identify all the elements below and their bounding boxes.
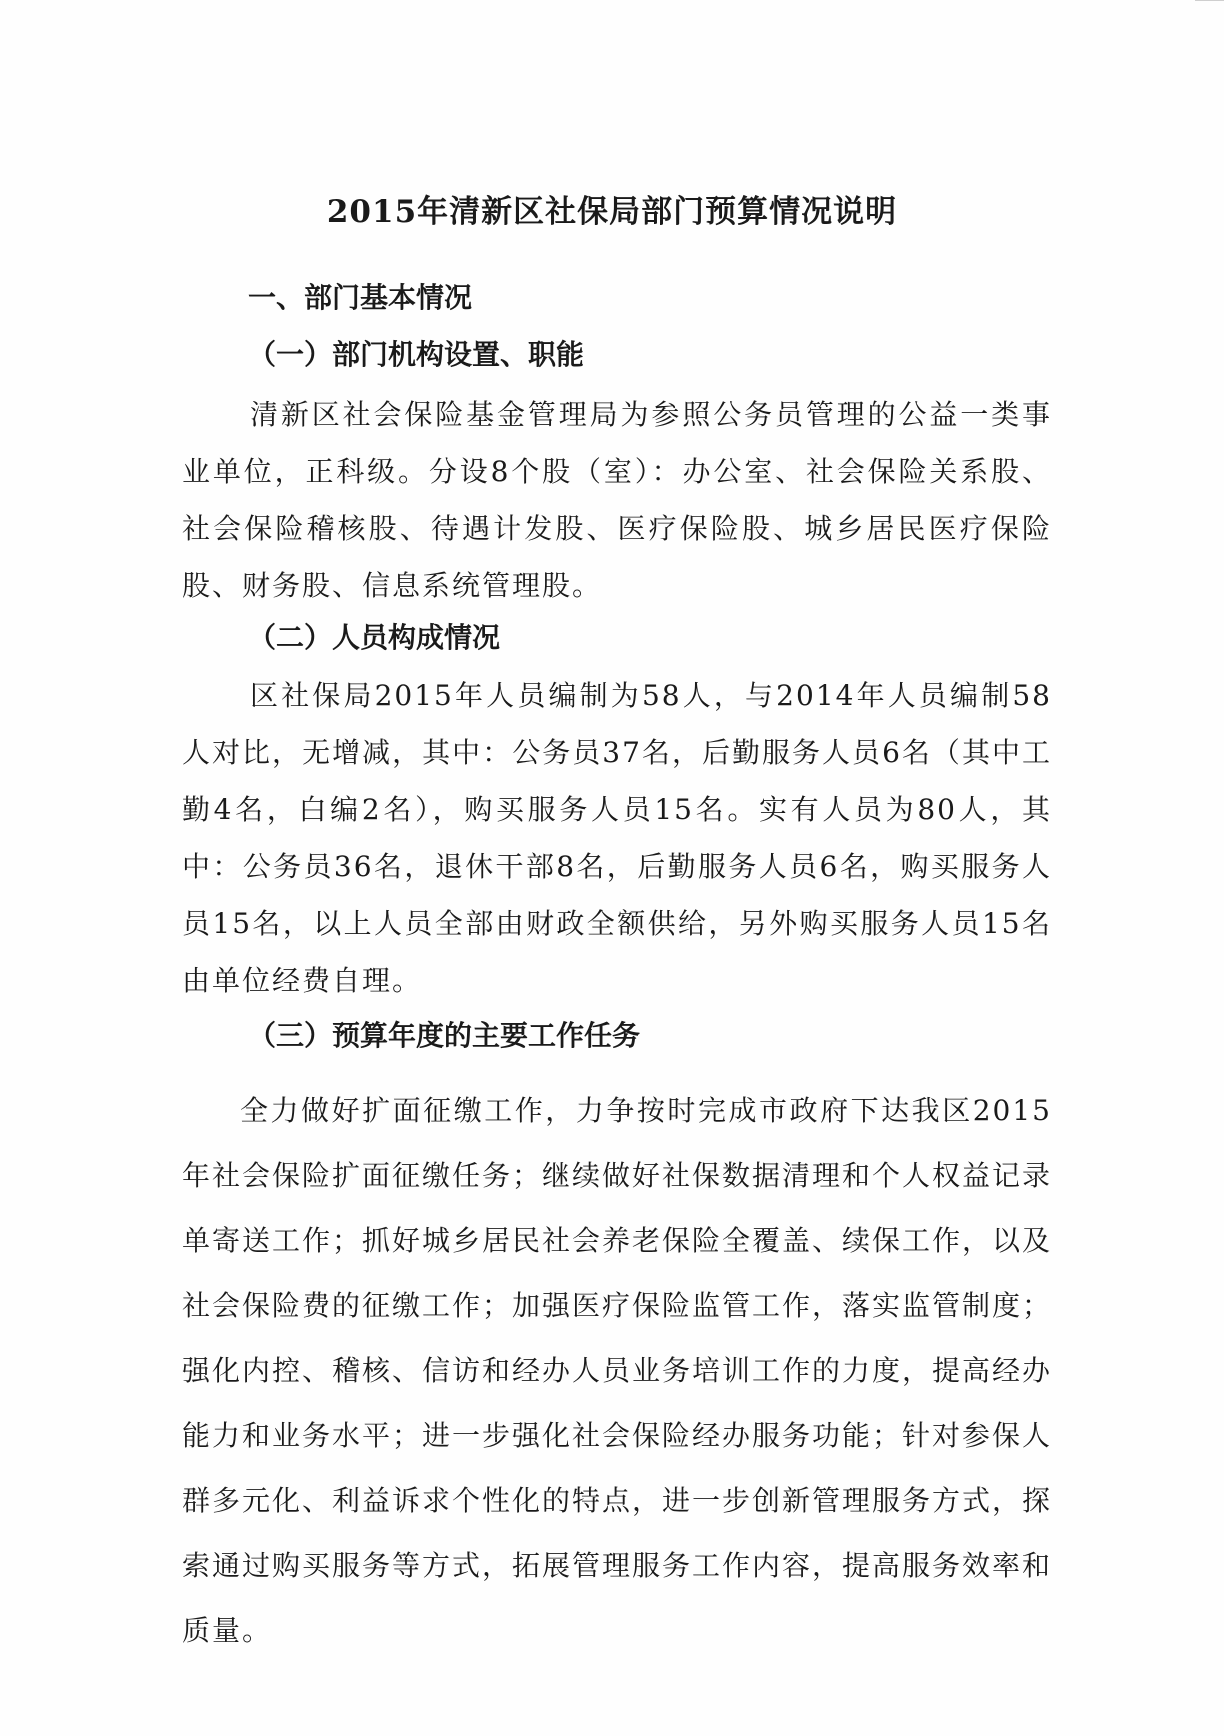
document-title: 2015年清新区社保局部门预算情况说明 (326, 194, 898, 230)
subsection-heading-staffing: （二）人员构成情况 (248, 621, 501, 654)
subsection-heading-organization: （一）部门机构设置、职能 (248, 338, 585, 371)
paragraph-organization: 清新区社会保险基金管理局为参照公务员管理的公益一类事业单位，正科级。分设8个股（室）：办公室、社会保险关系股、社会保险稽核股、待遇计发股、医疗保险股、城乡居民医疗保险股、财务股、信息系统管理股。 (182, 398, 1052, 602)
subsection-heading-work-tasks: （三）预算年度的主要工作任务 (248, 1019, 641, 1052)
paragraph-staffing: 区社保局2015年人员编制为58人，与2014年人员编制58人对比，无增减，其中：公务员37名，后勤服务人员6名（其中工勤4名，白编2名），购买服务人员15名。实有人员为80人，其中：公务员36名，退休干部8名，后勤服务人员6名，购买服务人员15名，以上人员全部由财政全额供给，另外购买服务人员15名由单位经费自理。 (182, 679, 1052, 997)
section-heading-basic-info: 一、部门基本情况 (248, 281, 473, 314)
paragraph-work-tasks: 全力做好扩面征缴工作，力争按时完成市政府下达我区2015年社会保险扩面征缴任务；继续做好社保数据清理和个人权益记录单寄送工作；抓好城乡居民社会养老保险全覆盖、续保工作，以及社会保险费的征缴工作；加强医疗保险监管工作，落实监管制度；强化内控、稽核、信访和经办人员业务培训工作的力度，提高经办能力和业务水平；进一步强化社会保险经办服务功能；针对参保人群多元化、利益诉求个性化的特点，进一步创新管理服务方式，探索通过购买服务等方式，拓展管理服务工作内容，提高服务效率和质量。 (182, 1094, 1053, 1647)
scan-edge-line (1195, 0, 1224, 1)
